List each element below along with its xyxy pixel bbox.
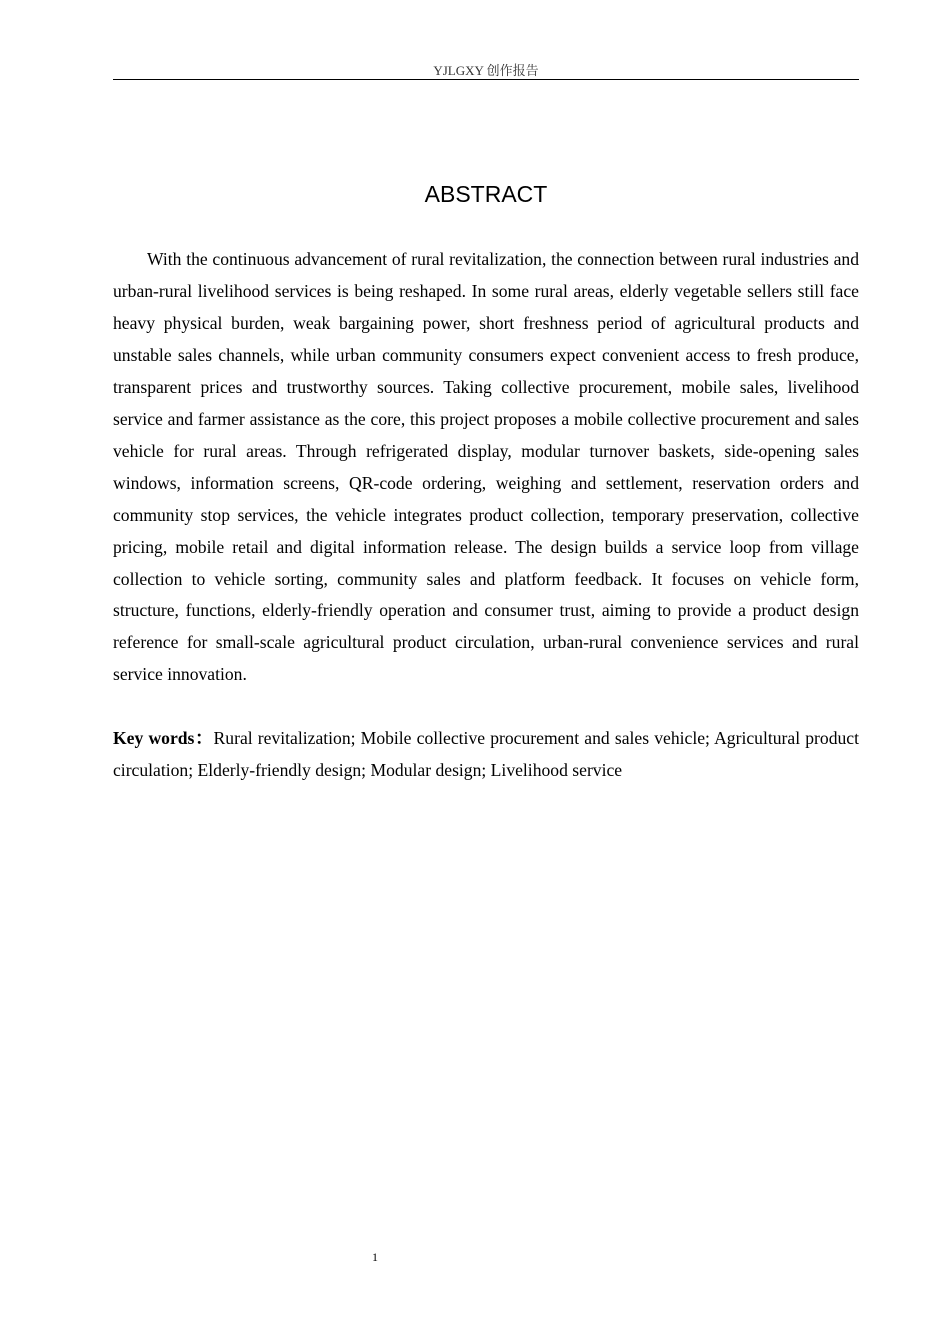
running-header: YJLGXY 创作报告 <box>113 62 859 80</box>
keywords-label: Key words： <box>113 728 214 748</box>
page-number: 1 <box>372 1250 378 1264</box>
abstract-body: With the continuous advancement of rural revitalization, the connection between rural industries and urban-rural livelihood services is being reshaped. In some rural areas, elderly vegetable sellers still face heavy physical burden, weak bargaining power, short freshness period of agricultural products and unstable sales channels, while urban community consumers expect convenient access to fresh produce, transparent prices and trustworthy sources. Taking collective procurement, mobile sales, livelihood service and farmer assistance as the core, this project proposes a mobile collective procurement and sales vehicle for rural areas. Through refrigerated display, modular turnover baskets, side-opening sales windows, information screens, QR-code ordering, weighing and settlement, reservation orders and community stop services, the vehicle integrates product collection, temporary preservation, collective pricing, mobile retail and digital information release. The design builds a service loop from village collection to vehicle sorting, community sales and platform feedback. It focuses on vehicle form, structure, functions, elderly-friendly operation and consumer trust, aiming to provide a product design reference for small-scale agricultural product circulation, urban-rural convenience services and rural service innovation. <box>113 249 859 685</box>
keywords-text: Rural revitalization; Mobile collective procurement and sales vehicle; Agricultural product circulation; Elderly-friendly design; Modular design; Livelihood service <box>113 728 860 780</box>
abstract-title: ABSTRACT <box>424 181 548 207</box>
keywords-paragraph <box>113 723 859 787</box>
